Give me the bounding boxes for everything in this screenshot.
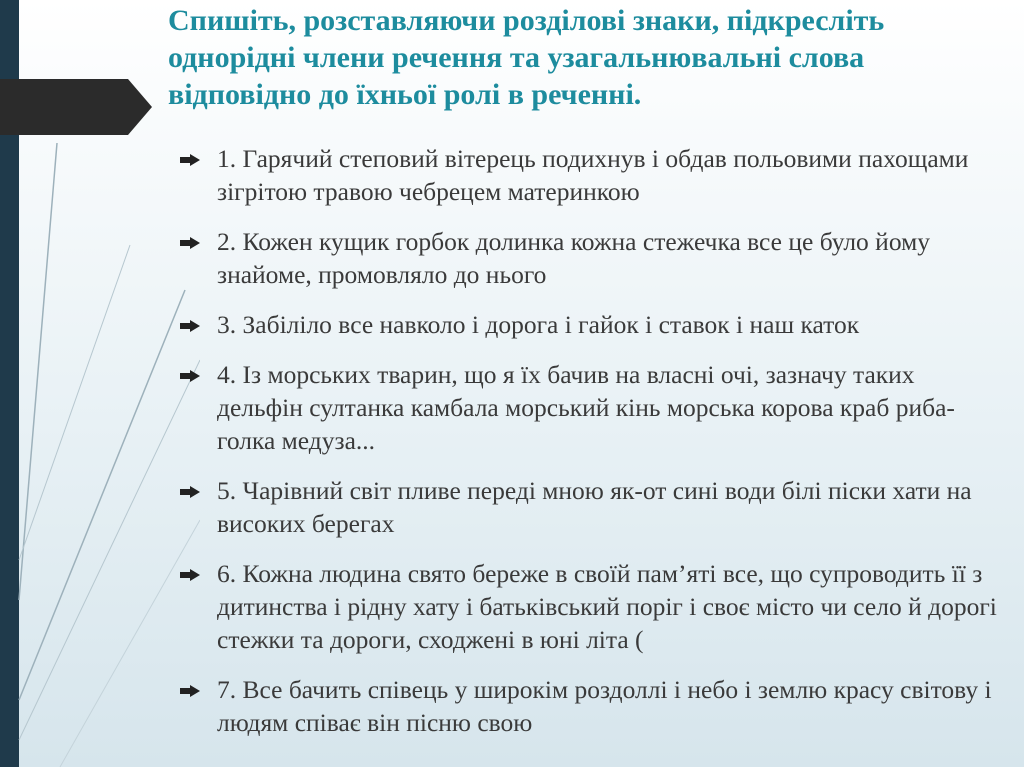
arrow-right-icon	[180, 370, 200, 382]
arrow-right-icon	[180, 569, 200, 581]
list-item-text: 5. Чарівний світ пливе переді мною як-от сині води білі піски хати на високих берегах	[217, 476, 972, 538]
list-item	[180, 557, 1000, 656]
title-accent-tab	[0, 79, 152, 135]
list-item-text: 6. Кожна людина свято береже в своїй пам’яті все, що супроводить її з дитинства і рідну хату і батьківський поріг і своє місто чи село й дорогі стежки та дороги, сходжені в юні літа (	[217, 559, 997, 654]
list-item-text: 4. Із морських тварин, що я їх бачив на власні очі, зазначу таких дельфін султанка камбала морський кінь морська корова краб риба-голка медуза...	[217, 360, 955, 455]
list-item-text: 2. Кожен кущик горбок долинка кожна стежечка все це було йому знайоме, промовляло до нього	[217, 227, 930, 289]
arrow-right-icon	[180, 685, 200, 697]
slide-title: Спишіть, розставляючи розділові знаки, підкресліть однорідні члени речення та узагальнювальні слова відповідно до їхньої ролі в реченні.	[168, 4, 885, 111]
exercise-list	[180, 142, 1000, 756]
list-item-text: 7. Все бачить співець у широкім роздоллі і небо і землю красу світову і людям співає він пісню свою	[217, 675, 992, 737]
list-item	[180, 474, 1000, 540]
list-item	[180, 673, 1000, 739]
list-item-text: 3. Забіліло все навколо і дорога і гайок і ставок і наш каток	[217, 310, 860, 339]
list-item	[180, 142, 1000, 208]
arrow-right-icon	[180, 486, 200, 498]
list-item-text: 1. Гарячий степовий вітерець подихнув і обдав польовими пахощами зігрітою травою чебрецем материнкою	[217, 144, 969, 206]
arrow-right-icon	[180, 237, 200, 249]
arrow-right-icon	[180, 320, 200, 332]
list-item	[180, 358, 1000, 457]
arrow-right-icon	[180, 154, 200, 166]
list-item	[180, 308, 1000, 341]
list-item	[180, 225, 1000, 291]
